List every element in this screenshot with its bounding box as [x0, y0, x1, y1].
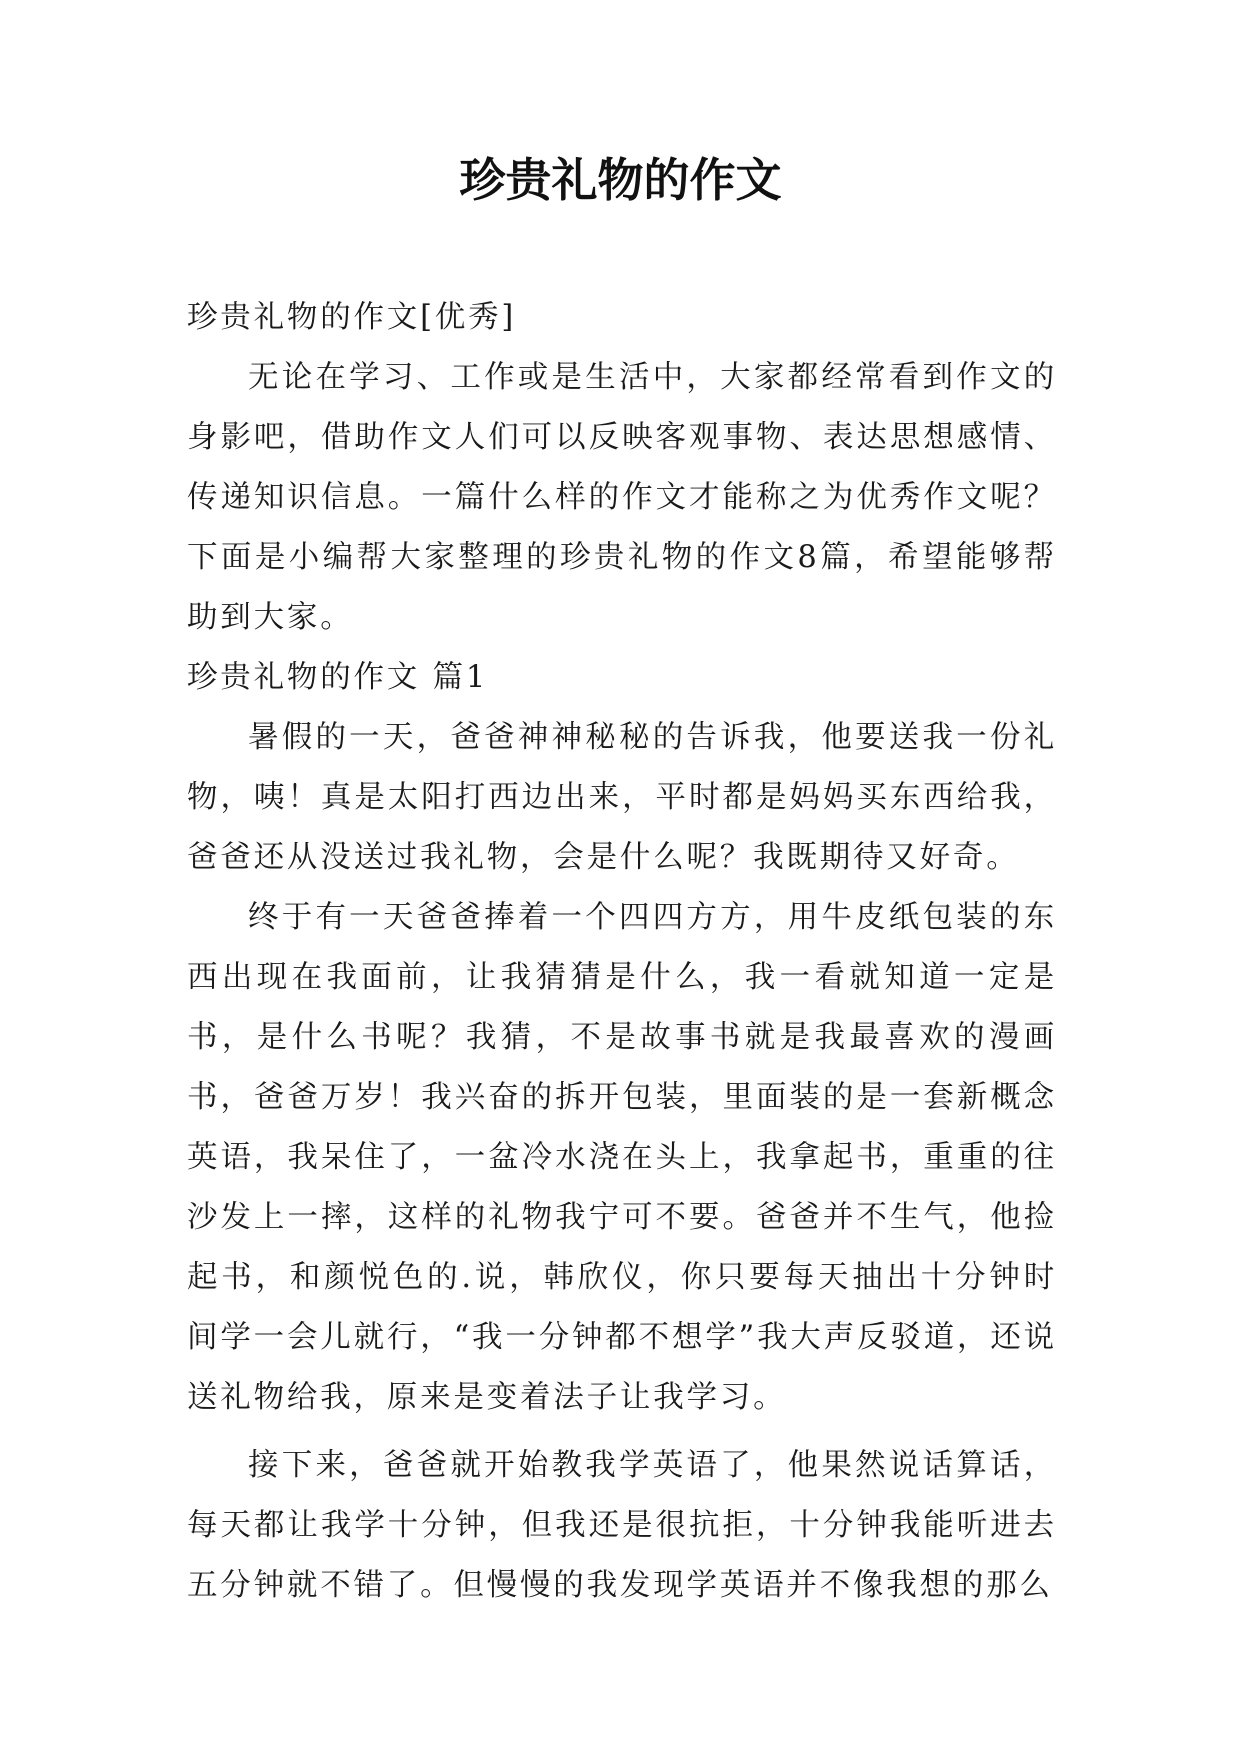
body-paragraph: 终于有一天爸爸捧着一个四四方方，用牛皮纸包装的东西出现在我面前，让我猜猜是什么，我一看就知道一定是书，是什么书呢？我猜，不是故事书就是我最喜欢的漫画书，爸爸万岁！我兴奋的拆开包装，里面装的是一套新概念英语，我呆住了，一盆冷水浇在头上，我拿起书，重重的往沙发上一摔，这样的礼物我宁可不要。爸爸并不生气，他捡起书，和颜悦色的.说，韩欣仪，你只要每天抽出十分钟时间学一会儿就行，“我一分钟都不想学”我大声反驳道，还说送礼物给我，原来是变着法子让我学习。: [187, 900, 1057, 1415]
document-subtitle: 珍贵礼物的作文[优秀]: [187, 300, 517, 335]
intro-paragraph: 无论在学习、工作或是生活中，大家都经常看到作文的身影吧，借助作文人们可以反映客观事物、表达思想感情、传递知识信息。一篇什么样的作文才能称之为优秀作文呢？下面是小编帮大家整理的珍贵礼物的作文8篇，希望能够帮助到大家。: [187, 360, 1057, 635]
body-paragraph: 暑假的一天，爸爸神神秘秘的告诉我，他要送我一份礼物，咦！真是太阳打西边出来，平时都是妈妈买东西给我，爸爸还从没送过我礼物，会是什么呢？我既期待又好奇。: [187, 720, 1057, 875]
body-paragraph: 接下来，爸爸就开始教我学英语了，他果然说话算话，每天都让我学十分钟，但我还是很抗拒，十分钟我能听进去五分钟就不错了。但慢慢的我发现学英语并不像我想的那么: [187, 1448, 1057, 1603]
document-title: 珍贵礼物的作文: [459, 153, 782, 207]
section-heading: 珍贵礼物的作文 篇1: [187, 660, 489, 695]
document-body: [187, 288, 1057, 1616]
